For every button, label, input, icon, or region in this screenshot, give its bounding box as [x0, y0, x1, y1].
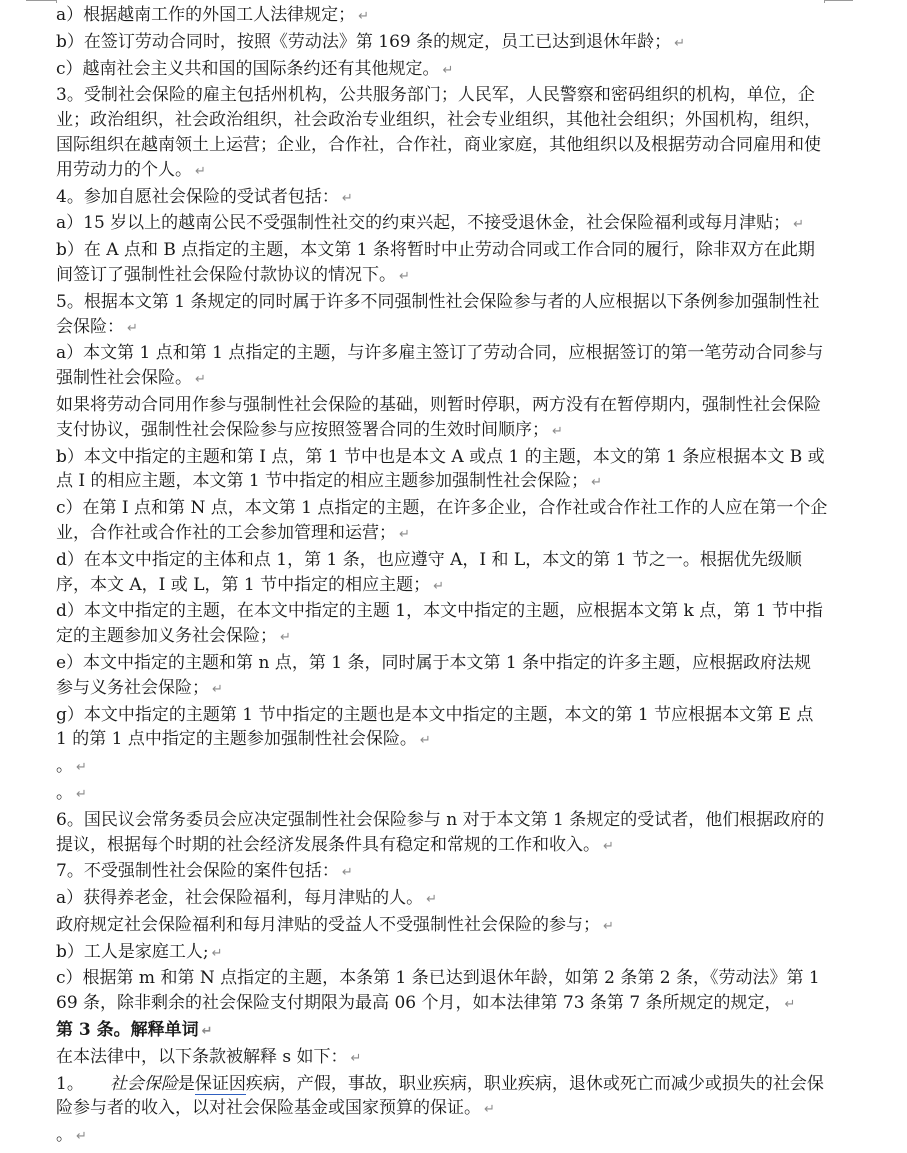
paragraph-text: c）根据第 m 和第 N 点指定的主题，本条第 1 条已达到退休年龄，如第 2 条第 2 条，《劳动法》第 169 条，除非剩余的社会保险支付期限为最高 06 个月，如本法律第 73 条第 7 条所规定的规定， [56, 968, 820, 1014]
paragraph-mark: ↵ [212, 681, 223, 697]
paragraph-text: 如果将劳动合同用作参与强制性社会保险的基础，则暂时停职，两方没有在暂停期内，强制性社会保险支付协议，强制性社会保险参与应按照签署合同的生效时间顺序； [56, 394, 821, 440]
paragraph [56, 966, 828, 1018]
paragraph [56, 651, 828, 703]
page-corner-mark-right [824, 0, 853, 3]
paragraph-text: b）在 A 点和 B 点指定的主题，本文第 1 条将暂时中止劳动合同或工作合同的履行，除非双方在此期间签订了强制性社会保险付款协议的情况下。 [56, 240, 815, 285]
paragraph-mark: ↵ [552, 423, 563, 439]
paragraph-mark: ↵ [76, 786, 87, 802]
paragraph [56, 30, 828, 57]
paragraph [56, 445, 828, 497]
paragraph [56, 913, 828, 940]
paragraph-mark: ↵ [201, 1024, 213, 1040]
paragraph-mark: ↵ [399, 526, 410, 542]
paragraph [56, 808, 828, 860]
paragraph-mark: ↵ [433, 578, 445, 594]
definition-paragraph [56, 1072, 828, 1124]
paragraph [56, 341, 828, 393]
paragraph-mark: ↵ [211, 945, 223, 961]
paragraph-text: 3。受制社会保险的雇主包括州机构，公共服务部门；人民军，人民警察和密码组织的机构，单位，企业；政治组织，社会政治组织，社会政治专业组织，社会专业组织，其他社会组织；外国机构，组织，国际组织在越南领土上运营；企业，合作社，合作社，商业家庭，其他组织以及根据劳动合同雇用和使用劳动力的个人。 [56, 85, 821, 180]
paragraph-mark: ↵ [399, 268, 410, 284]
paragraph [56, 599, 828, 651]
definition-text: 疾病，产假，事故，职业疾病，职业疾病，退休或死亡而减少或损失的社会保险参与者的收入，以对社会保险基金或国家预算的保证。 [56, 1073, 824, 1119]
paragraph [56, 781, 828, 808]
paragraph: 。 ↵ [56, 1125, 87, 1146]
paragraph-text: 5。根据本文第 1 条规定的同时属于许多不同强制性社会保险参与者的人应根据以下条例参加强制性社会保险： [56, 291, 820, 337]
paragraph [56, 703, 828, 755]
paragraph-mark: ↵ [784, 997, 796, 1013]
paragraph-mark: ↵ [341, 865, 353, 881]
paragraph [56, 548, 828, 600]
paragraph-mark: ↵ [426, 892, 438, 908]
definition-number: 1。 [56, 1073, 84, 1094]
paragraph-text: e）本文中指定的主题和第 n 点，第 1 条，同时属于本文第 1 条中指定的许多主题，应根据政府法规参与义务社会保险； [56, 652, 812, 698]
paragraph [56, 185, 828, 212]
paragraph [56, 886, 828, 913]
paragraph-mark: ↵ [195, 163, 206, 179]
paragraph [56, 754, 828, 781]
paragraph-mark: ↵ [195, 372, 206, 388]
paragraph-mark: ↵ [280, 630, 291, 646]
document-body [56, 3, 828, 1150]
paragraph-text: b）在签订劳动合同时，按照《劳动法》第 169 条的规定，员工已达到退休年龄； [56, 31, 672, 52]
paragraph-text: b）本文中指定的主题和第 I 点，第 1 节中也是本文 A 或点 1 的主题，本文的第 1 条应根据本文 B 或点 I 的相应主题，本文第 1 节中指定的相应主题参加强制性社会保险； [56, 446, 825, 492]
paragraph-text: a）本文第 1 点和第 1 点指定的主题，与许多雇主签订了劳动合同，应根据签订的第一笔劳动合同参与强制性社会保险。 [56, 343, 824, 389]
paragraph [56, 496, 828, 548]
paragraph-mark: ↵ [603, 838, 614, 854]
definition-term: 社会保险 [109, 1073, 178, 1094]
paragraph-text: a）根据越南工作的外国工人法律规定； [56, 5, 356, 25]
page-corner-mark-left [26, 0, 57, 3]
paragraph-mark: ↵ [591, 475, 603, 491]
paragraph [56, 940, 828, 967]
paragraph-text: 政府规定社会保险福利和每月津贴的受益人不受强制性社会保险的参与； [56, 914, 600, 935]
paragraph-text: g）本文中指定的主题第 1 节中指定的主题也是本文中指定的主题，本文的第 1 节应根据本文第 E 点 1 的第 1 点中指定的主题参加强制性社会保险。 [56, 704, 814, 750]
paragraph [56, 57, 828, 84]
paragraph-mark: ↵ [419, 733, 431, 749]
paragraph-text: 。 [56, 782, 73, 803]
paragraph-mark: ↵ [76, 760, 87, 776]
paragraph-text: c）越南社会主义共和国的国际条约还有其他规定。 [56, 58, 440, 79]
paragraph-mark: ↵ [442, 62, 454, 78]
paragraph-text: d）本文中指定的主题，在本文中指定的主题 1，本文中指定的主题，应根据本文第 k 点，第 1 节中指定的主题参加义务社会保险； [56, 601, 823, 647]
paragraph-text: 6。国民议会常务委员会应决定强制性社会保险参与 n 对于本文第 1 条规定的受试者，他们根据政府的提议，根据每个时期的社会经济发展条件具有稳定和常规的工作和收入。 [56, 809, 825, 855]
paragraph-mark: ↵ [127, 320, 138, 336]
paragraph [56, 3, 828, 30]
paragraph-mark: ↵ [341, 190, 353, 206]
paragraph-text: c）在第 I 点和第 N 点，本文第 1 点指定的主题，在许多企业，合作社或合作社工作的人应在第一个企业，合作社或合作社的工会参加管理和运营； [56, 498, 828, 543]
definition-link-word: 是 [177, 1073, 195, 1094]
paragraph-text: a）获得养老金，社会保险福利，每月津贴的人。 [56, 888, 424, 909]
paragraph-mark: ↵ [793, 217, 805, 233]
paragraph-mark: ↵ [674, 35, 686, 51]
paragraph-mark: ↵ [358, 9, 370, 24]
paragraph [56, 290, 828, 342]
paragraph-text: a）15 岁以上的越南公民不受强制性社交的约束兴起，不接受退休金，社会保险福利或每月津贴； [56, 213, 791, 234]
paragraph-mark: ↵ [484, 1102, 495, 1118]
paragraph [56, 83, 828, 184]
paragraph-list [56, 3, 828, 1018]
paragraph [56, 238, 828, 290]
paragraph [56, 211, 828, 238]
paragraph-text: 。 [56, 756, 73, 777]
paragraph: 在本法律中，以下条款被解释 s 如下： ↵ [56, 1046, 362, 1067]
paragraph-text: 7。不受强制性社会保险的案件包括： [56, 861, 339, 882]
underlined-word: 保证因 [194, 1073, 246, 1094]
paragraph-mark: ↵ [76, 1129, 87, 1145]
paragraph [56, 859, 828, 886]
paragraph-mark: ↵ [350, 1050, 362, 1066]
paragraph-text: b）工人是家庭工人; [56, 941, 209, 962]
paragraph-mark: ↵ [603, 918, 614, 934]
article-heading: 第 3 条。解释单词 ↵ [56, 1020, 213, 1041]
paragraph-text: d）在本文中指定的主体和点 1，第 1 条，也应遵守 A，I 和 L，本文的第 1 节之一。根据优先级顺序，本文 A，I 或 L，第 1 节中指定的相应主题； [56, 549, 802, 595]
paragraph-text: 4。参加自愿社会保险的受试者包括： [56, 186, 339, 207]
paragraph [56, 393, 828, 445]
